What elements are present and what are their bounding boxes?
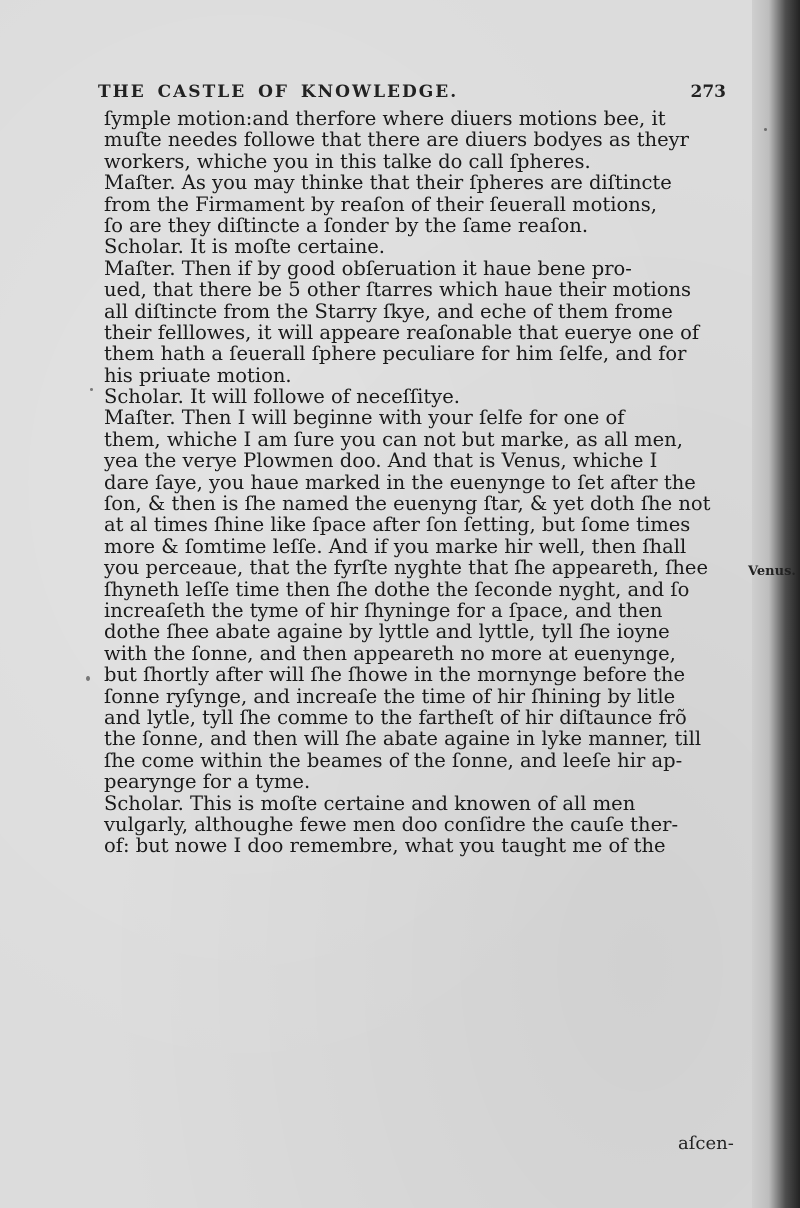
body-text xyxy=(104,108,744,857)
text-line: Maſter. As you may thinke that their ſpheres are diſtincte xyxy=(104,171,672,195)
text-line: but ſhortly after will ſhe ſhowe in the mornynge before the xyxy=(104,663,686,687)
text-line: ued, that there be 5 other ſtarres which haue their motions xyxy=(104,278,692,302)
text-line: the ſonne, and then will ſhe abate againe in lyke manner, till xyxy=(104,727,702,751)
text-line: pearynge for a tyme. xyxy=(104,770,311,794)
ink-fleck xyxy=(90,388,93,391)
text-line: ſymple motion:and therfore where diuers motions bee, it xyxy=(104,107,666,130)
text-line: you perceaue, that the fyrſte nyghte that ſhe appeareth, ſhee xyxy=(104,556,709,580)
text-line: them hath a ſeuerall ſphere peculiare for him ſelfe, and for xyxy=(104,342,687,366)
text-line: workers, whiche you in this talke do call ſpheres. xyxy=(104,149,591,173)
text-line: from the Firmament by reaſon of their ſeuerall motions, xyxy=(104,192,657,216)
text-line: yea the verye Plowmen doo. And that is Venus, whiche I xyxy=(104,449,658,473)
ink-fleck xyxy=(764,128,767,131)
text-line: and lytle, tyll ſhe comme to the fartheſt of hir diſtaunce frõ xyxy=(104,705,687,729)
text-line: dothe ſhee abate againe by lyttle and lyttle, tyll ſhe ioyne xyxy=(104,620,670,644)
text-line: muſte needes followe that there are diuers bodyes as theyr xyxy=(104,128,689,152)
page-number: 273 xyxy=(690,82,726,102)
text-line: dare ſaye, you haue marked in the euenynge to ſet after the xyxy=(104,470,696,494)
running-head xyxy=(98,82,728,106)
text-line: his priuate motion. xyxy=(104,363,292,387)
text-line: ſo are they diſtincte a ſonder by the ſame reaſon. xyxy=(104,213,589,237)
text-line: more & ſomtime leſſe. And if you marke hir well, then ſhall xyxy=(104,534,687,558)
text-line: Maſter. Then if by good obſeruation it haue bene pro- xyxy=(104,256,632,280)
text-line: of: but nowe I doo remembre, what you taught me of the xyxy=(104,834,666,858)
text-line: increaſeth the tyme of hir ſhyninge for a ſpace, and then xyxy=(104,598,663,622)
text-line: ſon, & then is ſhe named the euenyng ſtar, & yet doth ſhe not xyxy=(104,492,711,516)
margin-note: Venus. xyxy=(748,564,796,579)
running-head-title: THE CASTLE OF KNOWLEDGE. xyxy=(98,82,459,102)
text-line: ſonne ryſynge, and increaſe the time of hir ſhining by litle xyxy=(104,684,676,708)
text-line: their felllowes, it will appeare reaſonable that euerye one of xyxy=(104,320,700,344)
text-line: Scholar. This is moſte certaine and knowen of all men xyxy=(104,791,636,815)
text-line: ſhyneth leſſe time then ſhe dothe the ſeconde nyght, and ſo xyxy=(104,577,690,601)
text-line: Scholar. It will followe of neceſſitye. xyxy=(104,385,460,409)
text-line: them, whiche I am ſure you can not but marke, as all men, xyxy=(104,427,683,451)
text-line: at al times ſhine like ſpace after ſon ſetting, but ſome times xyxy=(104,513,691,537)
text-line: vulgarly, althoughe fewe men doo conſidre the cauſe ther- xyxy=(104,812,679,836)
text-line: with the ſonne, and then appeareth no more at euenynge, xyxy=(104,641,676,665)
ink-fleck xyxy=(86,676,90,681)
text-line: all diſtincte from the Starry ſkye, and eche of them frome xyxy=(104,299,673,323)
text-line: Maſter. Then I will beginne with your ſelfe for one of xyxy=(104,406,625,430)
catchword: aſcen- xyxy=(678,1133,734,1154)
page-gutter-shadow xyxy=(752,0,800,1208)
text-line: Scholar. It is moſte certaine. xyxy=(104,235,385,259)
text-line: ſhe come within the beames of the ſonne, and leeſe hir ap- xyxy=(104,748,683,772)
